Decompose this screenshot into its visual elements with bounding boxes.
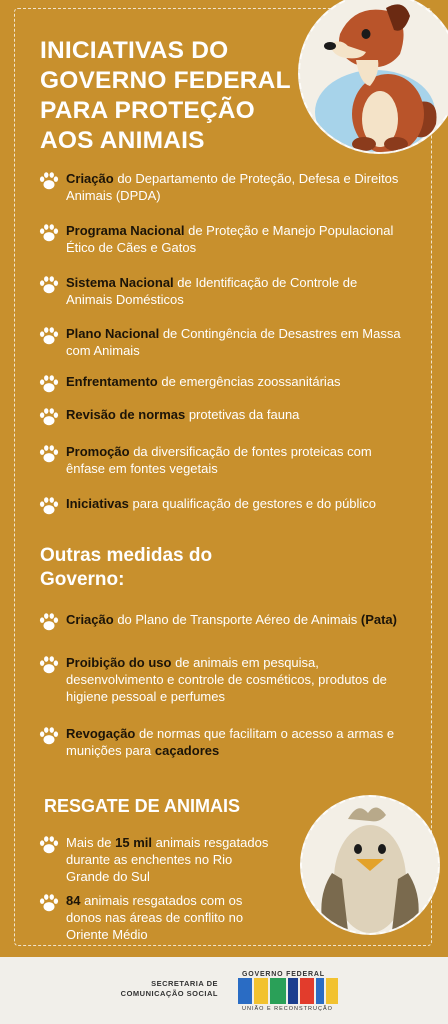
text: de emergências zoossanitárias bbox=[157, 374, 341, 389]
paw-icon bbox=[38, 170, 60, 192]
other-measure-item bbox=[38, 611, 401, 633]
rescue-item bbox=[38, 892, 276, 943]
secretaria-line2: COMUNICAÇÃO SOCIAL bbox=[120, 989, 218, 998]
bold-text: Revogação bbox=[66, 726, 136, 741]
initiative-item bbox=[38, 443, 401, 477]
gov-federal-label: GOVERNO FEDERAL bbox=[242, 971, 325, 978]
initiative-text bbox=[66, 495, 401, 517]
secretaria-line1: SECRETARIA DE bbox=[151, 979, 218, 988]
rescue-heading: RESGATE DE ANIMAIS bbox=[44, 796, 241, 816]
bold-text: Programa Nacional bbox=[66, 223, 185, 238]
text: de Contingência de Desastres em Massa com Animais bbox=[66, 326, 401, 358]
rescue-item-text bbox=[66, 892, 276, 943]
initiative-text bbox=[66, 443, 401, 477]
text: de animais em pesquisa, desenvolvimento e controle de cosméticos, produtos de higiene pessoal e perfumes bbox=[66, 655, 387, 704]
bold-text: (Pata) bbox=[360, 612, 397, 627]
bold-text: Revisão de normas bbox=[66, 407, 186, 422]
text: do Departamento de Proteção, Defesa e Direitos Animais (DPDA) bbox=[66, 171, 399, 203]
text: animais resgatados durante as enchentes no Rio Grande do Sul bbox=[66, 835, 269, 884]
slogan: UNIÃO E RECONSTRUÇÃO bbox=[242, 1006, 333, 1012]
bold-text: 84 bbox=[66, 893, 81, 908]
other-measures-heading: Outras medidas do Governo: bbox=[40, 545, 213, 590]
text: de Identificação de Controle de Animais Domésticos bbox=[66, 275, 358, 307]
bold-text: Proibição do uso bbox=[66, 655, 172, 670]
page-title: INICIATIVAS DO GOVERNO FEDERAL PARA PROTEÇÃO AOS ANIMAIS bbox=[40, 37, 291, 154]
paw-icon bbox=[38, 373, 60, 395]
text: de normas que facilitam o acesso a armas e munições para bbox=[66, 726, 395, 758]
other-measure-item bbox=[38, 654, 401, 705]
bold-text: Criação bbox=[66, 171, 114, 186]
text: do Plano de Transporte Aéreo de Animais bbox=[113, 612, 361, 627]
rescue-item-text bbox=[66, 834, 276, 885]
initiative-item bbox=[38, 170, 401, 204]
paw-icon bbox=[38, 725, 60, 747]
bold-text: caçadores bbox=[154, 743, 220, 758]
footer bbox=[0, 957, 448, 1024]
paw-icon bbox=[38, 325, 60, 347]
bold-text: Enfrentamento bbox=[66, 374, 158, 389]
brasil-logo bbox=[238, 978, 338, 1004]
text: protetivas da fauna bbox=[185, 407, 300, 422]
initiative-text bbox=[66, 274, 401, 308]
paw-icon bbox=[38, 443, 60, 465]
bird-illustration bbox=[300, 795, 440, 935]
paw-icon bbox=[38, 654, 60, 676]
bold-text: Promoção bbox=[66, 444, 130, 459]
secretaria-logo bbox=[121, 979, 218, 999]
other-measure-item-text bbox=[66, 611, 401, 633]
text: animais resgatados com os donos nas áreas de conflito no Oriente Médio bbox=[66, 893, 244, 942]
text: da diversificação de fontes proteicas com ênfase em fontes vegetais bbox=[66, 444, 372, 476]
initiative-item bbox=[38, 406, 401, 428]
paw-icon bbox=[38, 495, 60, 517]
other-measure-item-text bbox=[66, 725, 401, 759]
initiative-item bbox=[38, 274, 401, 308]
initiative-item bbox=[38, 325, 401, 359]
bold-text: Sistema Nacional bbox=[66, 275, 174, 290]
initiative-text bbox=[66, 170, 401, 204]
other-measure-item-text bbox=[66, 654, 401, 705]
paw-icon bbox=[38, 274, 60, 296]
initiative-text bbox=[66, 222, 401, 256]
initiative-text bbox=[66, 325, 401, 359]
initiative-item bbox=[38, 222, 401, 256]
initiative-item bbox=[38, 373, 401, 395]
bold-text: Iniciativas bbox=[66, 496, 129, 511]
rescue-item bbox=[38, 834, 276, 885]
paw-icon bbox=[38, 892, 60, 914]
text: Mais de bbox=[66, 835, 116, 850]
paw-icon bbox=[38, 406, 60, 428]
paw-icon bbox=[38, 834, 60, 856]
other-measure-item bbox=[38, 725, 401, 759]
text: para qualificação de gestores e do público bbox=[128, 496, 377, 511]
text: de Proteção e Manejo Populacional Ético de Cães e Gatos bbox=[66, 223, 394, 255]
bold-text: Criação bbox=[66, 612, 114, 627]
initiative-text bbox=[66, 406, 401, 428]
initiative-item bbox=[38, 495, 401, 517]
initiative-text bbox=[66, 373, 401, 395]
bold-text: 15 mil bbox=[115, 835, 152, 850]
paw-icon bbox=[38, 611, 60, 633]
paw-icon bbox=[38, 222, 60, 244]
bold-text: Plano Nacional bbox=[66, 326, 160, 341]
